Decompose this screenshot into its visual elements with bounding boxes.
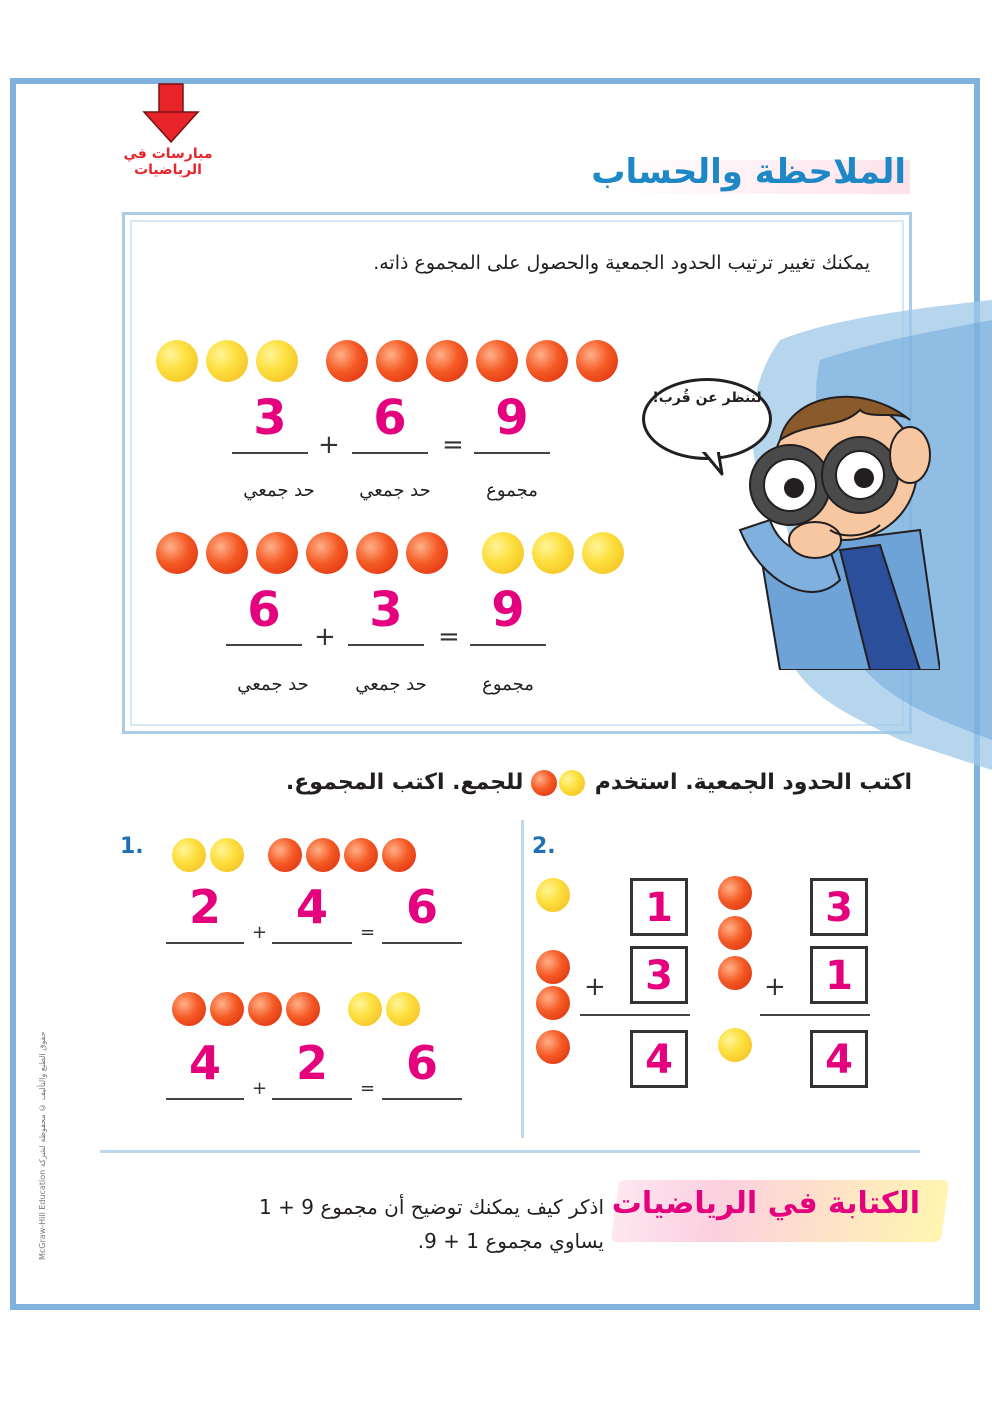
red-counter: [156, 532, 198, 574]
red-counter: [376, 340, 418, 382]
q2-col2-bottom-box[interactable]: 1: [810, 946, 868, 1004]
sum: 9: [491, 582, 525, 638]
red-counter: [326, 340, 368, 382]
q1-row1-addend-1[interactable]: 2: [188, 880, 221, 934]
red-counter: [718, 916, 752, 950]
arrow-down-icon: [140, 82, 202, 144]
red-counter: [536, 1030, 570, 1064]
red-counter: [718, 876, 752, 910]
red-counter: [344, 838, 378, 872]
red-counter: [718, 956, 752, 990]
yellow-counter: [386, 992, 420, 1026]
answer-line: [272, 1098, 352, 1100]
equals-sign: =: [360, 922, 376, 943]
label-sum: مجموع: [482, 674, 534, 695]
writing-line-1: اذكر كيف يمكنك توضيح أن مجموع 9 + 1: [259, 1195, 604, 1219]
red-counter: [286, 992, 320, 1026]
copyright-side-text: McGraw-Hill Education حقوق الطبع والتأليف © محفوظة لشركة: [38, 1031, 47, 1260]
label-addend: حد جمعي: [243, 480, 315, 501]
instruction-part-1: اكتب الحدود الجمعية. استخدم: [594, 770, 912, 795]
q1-row1-sum[interactable]: 6: [405, 880, 438, 934]
yellow-counter: [206, 340, 248, 382]
writing-prompt: [164, 1190, 604, 1258]
writing-title: الكتابة في الرياضيات: [611, 1186, 920, 1221]
yellow-counter: [536, 878, 570, 912]
addend-2: 6: [373, 390, 407, 446]
red-counter: [172, 992, 206, 1026]
counters-icon: [531, 770, 587, 796]
label-addend: حد جمعي: [359, 480, 431, 501]
yellow-counter: [482, 532, 524, 574]
q1-row2-addend-1[interactable]: 4: [188, 1036, 221, 1090]
answer-line: [348, 644, 424, 646]
yellow-counter: [718, 1028, 752, 1062]
answer-line: [474, 452, 550, 454]
q2-col1-sum-box[interactable]: 4: [630, 1030, 688, 1088]
answer-line: [166, 942, 244, 944]
red-counter: [306, 838, 340, 872]
q2-col1-top-box[interactable]: 1: [630, 878, 688, 936]
plus-sign: +: [252, 1078, 268, 1099]
red-counter: [536, 986, 570, 1020]
equals-sign: =: [442, 430, 464, 460]
answer-line: [352, 452, 428, 454]
plus-sign: +: [318, 430, 340, 460]
instruction: [286, 770, 912, 796]
yellow-counter: [256, 340, 298, 382]
speech-bubble-tail: [700, 448, 730, 478]
practice-label: مبارسات في الرياضيات: [123, 146, 213, 178]
plus-sign: +: [252, 922, 268, 943]
q1-row1-addend-2[interactable]: 4: [295, 880, 328, 934]
q2-col2-sum-box[interactable]: 4: [810, 1030, 868, 1088]
question-2-number: 2.: [532, 834, 556, 859]
sum-line: [580, 1014, 690, 1016]
plus-sign: +: [314, 622, 336, 652]
equals-sign: =: [360, 1078, 376, 1099]
red-counter: [206, 532, 248, 574]
equals-sign: =: [438, 622, 460, 652]
answer-line: [382, 1098, 462, 1100]
q1-row2-sum[interactable]: 6: [405, 1036, 438, 1090]
instruction-part-2: للجمع. اكتب المجموع.: [285, 770, 524, 795]
intro-text: يمكنك تغيير ترتيب الحدود الجمعية والحصول على المجموع ذاته.: [373, 252, 870, 274]
page-title: الملاحظة والحساب: [591, 152, 906, 192]
answer-line: [226, 644, 302, 646]
label-addend: حد جمعي: [355, 674, 427, 695]
answer-line: [382, 942, 462, 944]
red-counter: [268, 838, 302, 872]
answer-line: [470, 644, 546, 646]
red-counter: [382, 838, 416, 872]
column-divider: [521, 820, 524, 1138]
yellow-counter: [210, 838, 244, 872]
question-1-number: 1.: [120, 834, 144, 859]
addend-1: 3: [253, 390, 287, 446]
red-counter: [210, 992, 244, 1026]
speech-bubble-text: لننظر عن قُرب!: [652, 390, 762, 406]
red-counter: [406, 532, 448, 574]
red-counter: [476, 340, 518, 382]
q2-col2-top-box[interactable]: 3: [810, 878, 868, 936]
yellow-counter: [156, 340, 198, 382]
red-counter: [256, 532, 298, 574]
red-counter: [536, 950, 570, 984]
plus-sign: +: [584, 972, 606, 1002]
red-counter: [526, 340, 568, 382]
red-counter: [248, 992, 282, 1026]
sum-line: [760, 1014, 870, 1016]
yellow-counter: [582, 532, 624, 574]
answer-line: [272, 942, 352, 944]
label-addend: حد جمعي: [237, 674, 309, 695]
answer-line: [232, 452, 308, 454]
plus-sign: +: [764, 972, 786, 1002]
label-sum: مجموع: [486, 480, 538, 501]
red-counter: [426, 340, 468, 382]
answer-line: [166, 1098, 244, 1100]
sum: 9: [495, 390, 529, 446]
section-divider: [100, 1150, 920, 1153]
q1-row2-addend-2[interactable]: 2: [295, 1036, 328, 1090]
q2-col1-bottom-box[interactable]: 3: [630, 946, 688, 1004]
yellow-counter: [172, 838, 206, 872]
addend-2: 3: [369, 582, 403, 638]
yellow-counter: [532, 532, 574, 574]
writing-line-2: يساوي مجموع 1 + 9.: [417, 1229, 604, 1253]
yellow-counter: [348, 992, 382, 1026]
red-counter: [356, 532, 398, 574]
red-counter: [306, 532, 348, 574]
red-counter: [576, 340, 618, 382]
addend-1: 6: [247, 582, 281, 638]
